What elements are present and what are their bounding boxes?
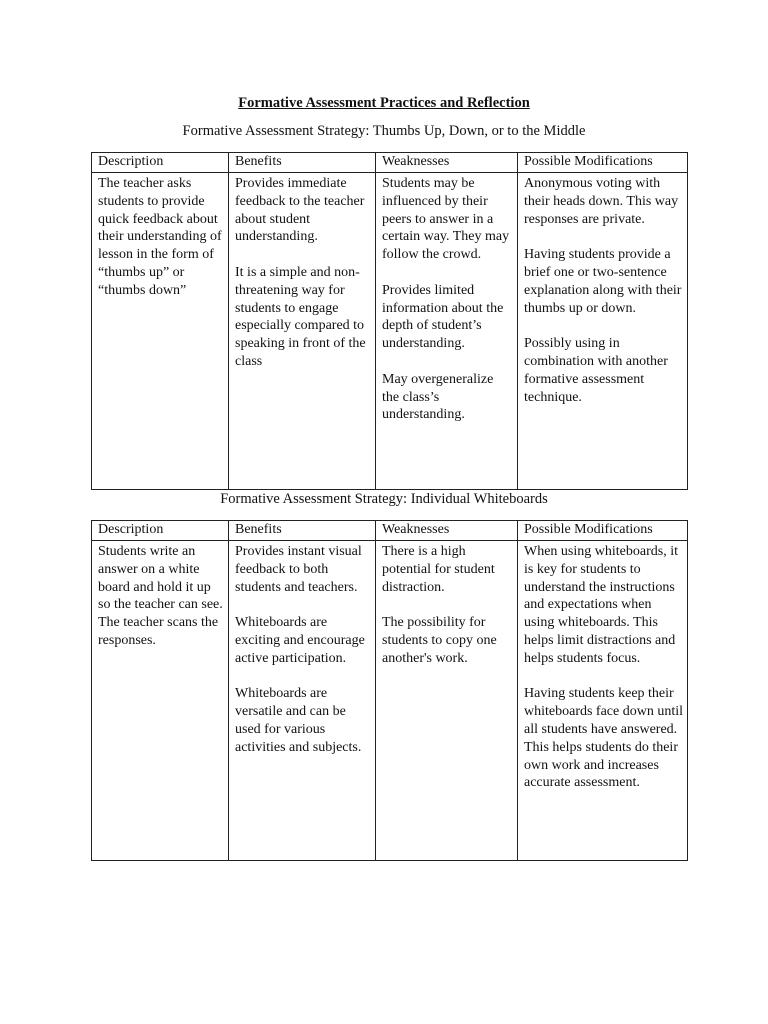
modifications-cell bbox=[518, 541, 688, 861]
modifications-cell bbox=[518, 173, 688, 490]
modification-text: Possibly using in combination with another formative assessment technique. bbox=[524, 336, 668, 405]
table-row bbox=[92, 173, 688, 490]
table-header-row bbox=[92, 153, 688, 173]
table-header-row bbox=[92, 521, 688, 541]
benefit-text: Provides immediate feedback to the teacher about student understanding. bbox=[235, 176, 365, 245]
benefits-cell bbox=[229, 173, 376, 490]
column-header-weaknesses: Weaknesses bbox=[376, 521, 518, 541]
weaknesses-cell bbox=[376, 541, 518, 861]
column-header-modifications: Possible Modifications bbox=[518, 521, 688, 541]
strategy-table-whiteboards bbox=[91, 520, 688, 861]
benefit-text: Whiteboards are exciting and encourage active participation. bbox=[235, 615, 365, 666]
column-header-description: Description bbox=[92, 153, 229, 173]
description-cell bbox=[92, 173, 229, 490]
description-text: The teacher asks students to provide quick feedback about their understanding of lesson in the form of “thumbs up” or “thumbs down” bbox=[98, 176, 222, 298]
strategy-table-thumbs bbox=[91, 152, 688, 490]
weakness-text: There is a high potential for student distraction. bbox=[382, 544, 495, 595]
document-title: Formative Assessment Practices and Reflection bbox=[238, 95, 530, 111]
weaknesses-cell bbox=[376, 173, 518, 490]
weakness-text: Provides limited information about the depth of student’s understanding. bbox=[382, 282, 504, 352]
strategy-heading-thumbs: Formative Assessment Strategy: Thumbs Up, Down, or to the Middle bbox=[182, 123, 586, 139]
weakness-text: The possibility for students to copy one another's work. bbox=[382, 615, 497, 666]
column-header-modifications: Possible Modifications bbox=[518, 153, 688, 173]
modification-text: Anonymous voting with their heads down. This way responses are private. bbox=[524, 176, 679, 227]
benefit-text: It is a simple and non-threatening way for students to engage especially compared to speaking in front of the class bbox=[235, 264, 366, 369]
description-text: Students write an answer on a white board and hold it up so the teacher can see. The teacher scans the responses. bbox=[98, 544, 223, 648]
weakness-text: May overgeneralize the class’s understanding. bbox=[382, 371, 494, 423]
benefits-cell bbox=[229, 541, 376, 861]
column-header-benefits: Benefits bbox=[229, 153, 376, 173]
column-header-description: Description bbox=[92, 521, 229, 541]
modification-text: Having students provide a brief one or two-sentence explanation along with their thumbs up or down. bbox=[524, 247, 682, 316]
weakness-text: Students may be influenced by their peers to answer in a certain way. They may follow the crowd. bbox=[382, 176, 510, 263]
column-header-weaknesses: Weaknesses bbox=[376, 153, 518, 173]
strategy-heading-whiteboards: Formative Assessment Strategy: Individual Whiteboards bbox=[220, 491, 548, 507]
table-row bbox=[92, 541, 688, 861]
modification-text: Having students keep their whiteboards face down until all students have answered. This helps students do their own work and increases accurate assessment. bbox=[524, 686, 684, 791]
benefit-text: Whiteboards are versatile and can be used for various activities and subjects. bbox=[235, 686, 362, 755]
modification-text: When using whiteboards, it is key for students to understand the instructions and expectations when using whiteboards. This helps limit distractions and helps students focus. bbox=[524, 544, 678, 666]
description-cell bbox=[92, 541, 229, 861]
column-header-benefits: Benefits bbox=[229, 521, 376, 541]
benefit-text: Provides instant visual feedback to both students and teachers. bbox=[235, 544, 362, 595]
